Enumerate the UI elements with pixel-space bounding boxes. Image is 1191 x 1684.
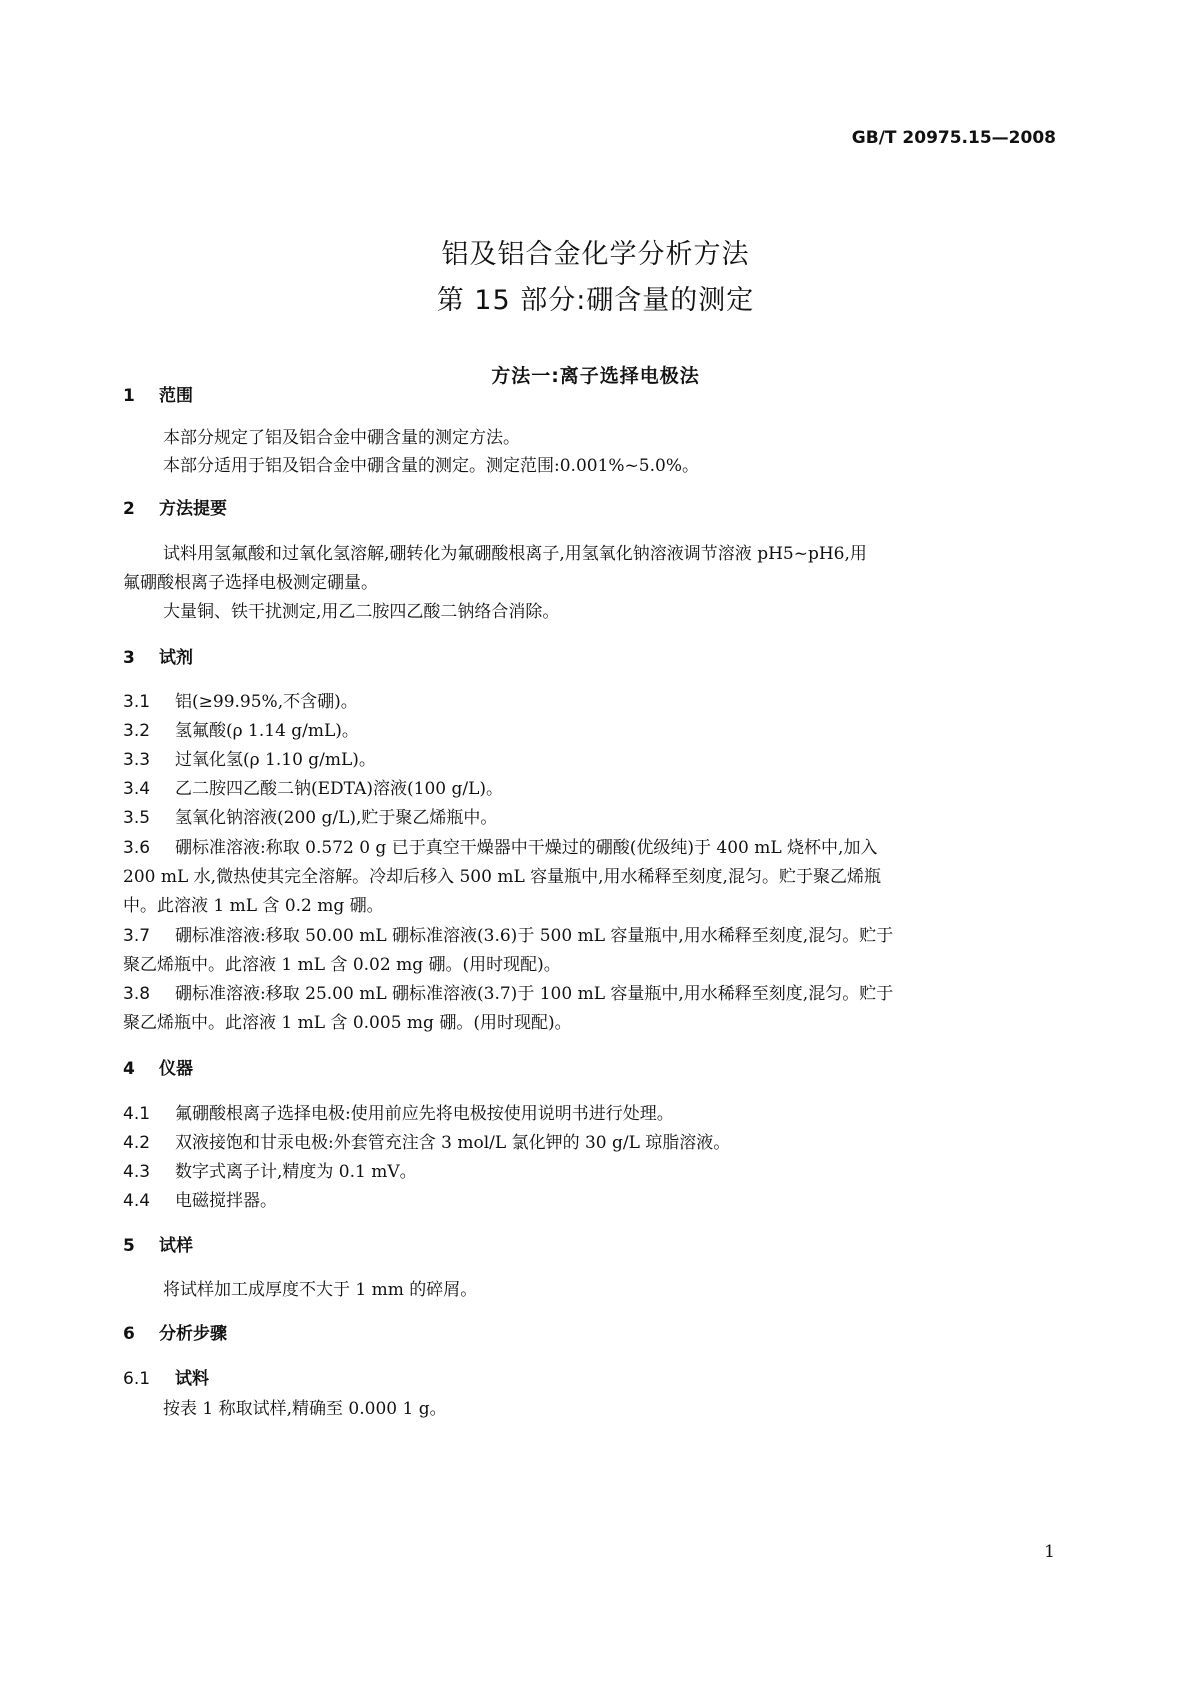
item-number: 3.6 <box>123 838 151 858</box>
reagent-item <box>123 928 893 945</box>
item-text: 电磁搅拌器。 <box>175 1191 277 1211</box>
section-number: 5 <box>123 1236 135 1256</box>
section-number: 1 <box>123 386 135 406</box>
apparatus-item <box>123 1193 277 1210</box>
item-number: 3.8 <box>123 984 151 1004</box>
item-text: 乙二胺四乙酸二钠(EDTA)溶液(100 g/L)。 <box>175 779 504 799</box>
section-number: 3 <box>123 648 135 668</box>
item-text: 氢氟酸(ρ 1.14 g/mL)。 <box>175 721 359 741</box>
section-number: 6 <box>123 1324 135 1344</box>
subsection-title: 试料 <box>175 1369 209 1389</box>
section-title: 仪器 <box>159 1059 193 1079</box>
section-title: 试剂 <box>159 648 193 668</box>
section-title: 试样 <box>159 1236 193 1256</box>
item-number: 3.7 <box>123 926 151 946</box>
section-title: 方法提要 <box>159 499 227 519</box>
item-number: 3.5 <box>123 808 151 828</box>
item-number: 4.3 <box>123 1162 151 1182</box>
reagent-item <box>123 781 503 798</box>
section-2-heading <box>123 501 227 518</box>
section-3-heading <box>123 650 193 667</box>
item-text: 氟硼酸根离子选择电极:使用前应先将电极按使用说明书进行处理。 <box>175 1104 674 1124</box>
section-title: 分析步骤 <box>159 1324 227 1344</box>
item-number: 3.2 <box>123 721 151 741</box>
item-text: 铝(≥99.95%,不含硼)。 <box>175 692 358 712</box>
item-text: 氢氧化钠溶液(200 g/L),贮于聚乙烯瓶中。 <box>175 808 498 828</box>
paragraph-continuation: 氟硼酸根离子选择电极测定硼量。 <box>123 573 378 593</box>
paragraph: 本部分适用于铝及铝合金中硼含量的测定。测定范围:0.001%~5.0%。 <box>163 456 699 476</box>
apparatus-item <box>123 1106 674 1123</box>
reagent-item-continuation: 聚乙烯瓶中。此溶液 1 mL 含 0.02 mg 硼。(用时现配)。 <box>123 955 561 975</box>
reagent-item <box>123 986 893 1003</box>
item-text: 双液接饱和甘汞电极:外套管充注含 3 mol/L 氯化钾的 30 g/L 琼脂溶液。 <box>175 1133 731 1153</box>
paragraph: 试料用氢氟酸和过氧化氢溶解,硼转化为氟硼酸根离子,用氢氧化钠溶液调节溶液 pH5~pH6,用 <box>163 544 867 564</box>
document-title-line2: 第 15 部分:硼含量的测定 <box>436 285 755 316</box>
item-text: 硼标准溶液:移取 25.00 mL 硼标准溶液(3.7)于 100 mL 容量瓶中,用水稀释至刻度,混匀。贮于 <box>175 984 894 1004</box>
reagent-item <box>123 840 877 857</box>
apparatus-item <box>123 1135 730 1152</box>
item-number: 4.4 <box>123 1191 151 1211</box>
reagent-item-continuation: 聚乙烯瓶中。此溶液 1 mL 含 0.005 mg 硼。(用时现配)。 <box>123 1013 572 1033</box>
reagent-item <box>123 694 358 711</box>
paragraph: 大量铜、铁干扰测定,用乙二胺四乙酸二钠络合消除。 <box>163 602 560 622</box>
section-title: 范围 <box>159 386 193 406</box>
item-text: 数字式离子计,精度为 0.1 mV。 <box>175 1162 417 1182</box>
document-title-line1: 铝及铝合金化学分析方法 <box>441 239 750 270</box>
reagent-item <box>123 810 497 827</box>
item-text: 硼标准溶液:移取 50.00 mL 硼标准溶液(3.6)于 500 mL 容量瓶中,用水稀释至刻度,混匀。贮于 <box>175 926 894 946</box>
standard-number: GB/T 20975.15—2008 <box>851 128 1056 148</box>
page-number: 1 <box>1044 1542 1055 1562</box>
paragraph: 本部分规定了铝及铝合金中硼含量的测定方法。 <box>163 428 520 448</box>
item-number: 3.3 <box>123 750 151 770</box>
apparatus-item <box>123 1164 417 1181</box>
paragraph: 将试样加工成厚度不大于 1 mm 的碎屑。 <box>163 1280 478 1300</box>
section-5-heading <box>123 1238 193 1255</box>
section-4-heading <box>123 1061 193 1078</box>
section-number: 4 <box>123 1059 135 1079</box>
reagent-item <box>123 723 359 740</box>
section-number: 2 <box>123 499 135 519</box>
item-number: 3.4 <box>123 779 151 799</box>
section-6-heading <box>123 1326 227 1343</box>
item-number: 4.1 <box>123 1104 151 1124</box>
subsection-6-1-heading <box>123 1371 209 1388</box>
subsection-number: 6.1 <box>123 1369 151 1389</box>
item-number: 4.2 <box>123 1133 151 1153</box>
reagent-item <box>123 752 376 769</box>
paragraph: 按表 1 称取试样,精确至 0.000 1 g。 <box>163 1399 447 1419</box>
item-text: 过氧化氢(ρ 1.10 g/mL)。 <box>175 750 376 770</box>
reagent-item-continuation: 200 mL 水,微热使其完全溶解。冷却后移入 500 mL 容量瓶中,用水稀释至刻度,混匀。贮于聚乙烯瓶 <box>123 867 881 887</box>
item-text: 硼标准溶液:称取 0.572 0 g 已于真空干燥器中干燥过的硼酸(优级纯)于 400 mL 烧杯中,加入 <box>175 838 878 858</box>
section-1-heading <box>123 388 193 405</box>
reagent-item-continuation: 中。此溶液 1 mL 含 0.2 mg 硼。 <box>123 896 384 916</box>
item-number: 3.1 <box>123 692 151 712</box>
method-heading: 方法一:离子选择电极法 <box>491 365 700 387</box>
